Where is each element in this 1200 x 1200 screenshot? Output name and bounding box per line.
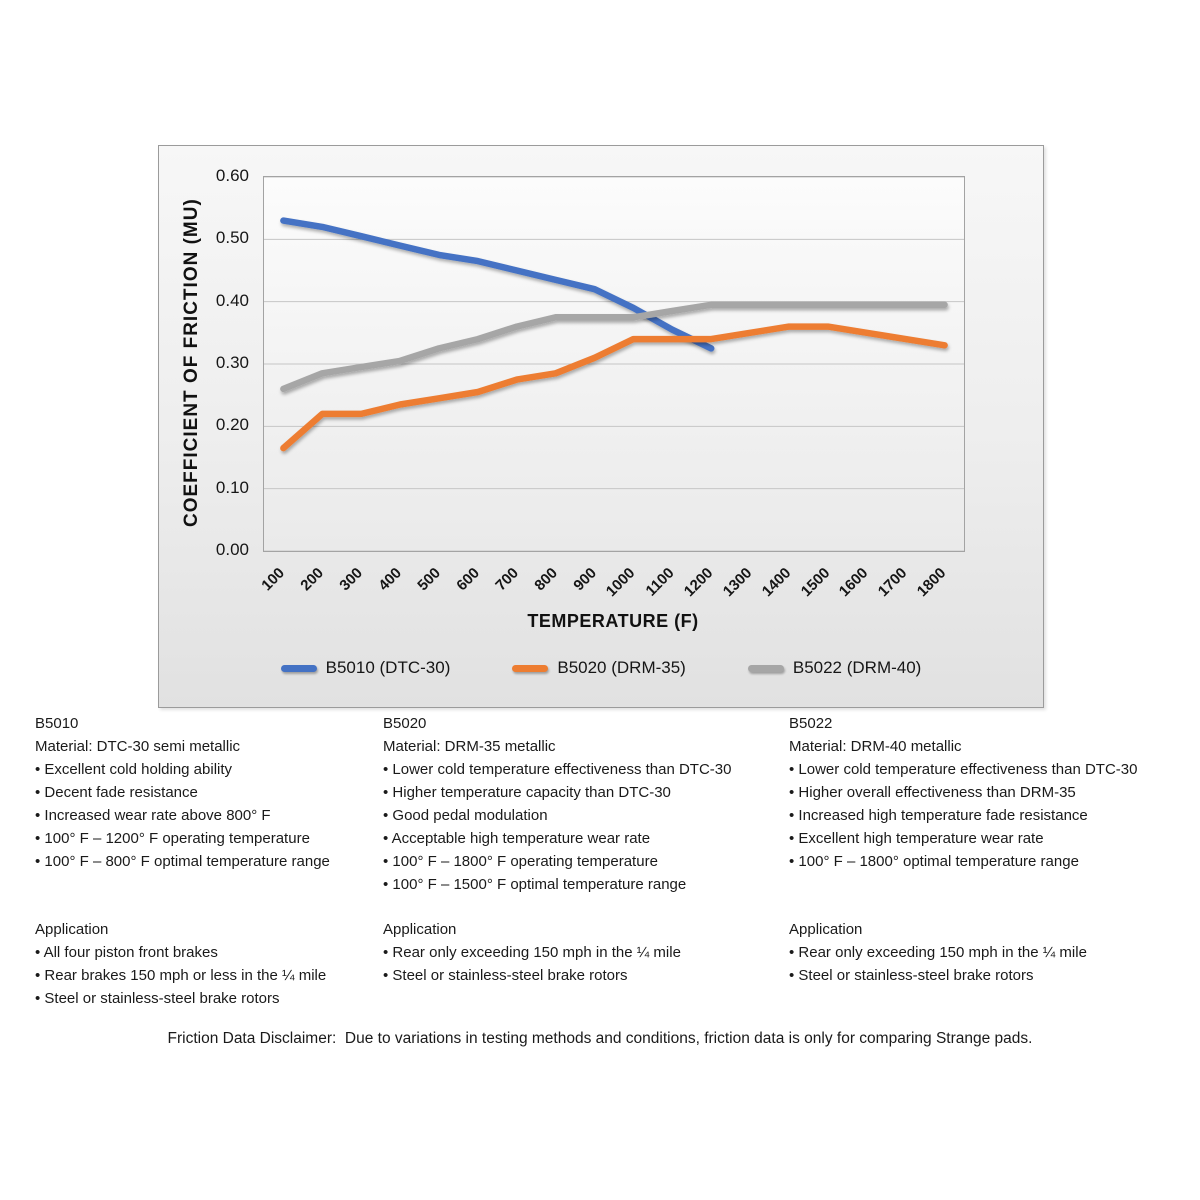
- spec-bullet: • Lower cold temperature effectiveness than DTC-30: [789, 761, 1138, 778]
- friction-data-disclaimer: Friction Data Disclaimer: Due to variations in testing methods and conditions, friction data is only for comparing Strange pads.: [167, 1030, 1033, 1047]
- y-tick-label: 0.20: [215, 415, 249, 435]
- x-tick-label: 100: [258, 564, 289, 595]
- series-line-1: [283, 327, 944, 449]
- model-name: B5022: [789, 715, 833, 732]
- legend-item-b5010: [281, 658, 451, 678]
- legend-swatch-b5020: [512, 665, 548, 672]
- y-tick-label: 0.50: [215, 228, 249, 248]
- y-tick-label: 0.60: [215, 166, 249, 185]
- chart-legend: [159, 658, 1043, 678]
- material-line: Material: DRM-40 metallic: [789, 738, 962, 755]
- x-axis-title: TEMPERATURE (F): [527, 611, 699, 631]
- y-tick-label: 0.30: [215, 353, 249, 372]
- spec-column-b5020: [383, 712, 783, 987]
- friction-chart-panel: [158, 145, 1044, 708]
- x-tick-label: 1600: [836, 564, 872, 601]
- legend-item-b5022: [748, 658, 922, 678]
- application-bullet: • Rear brakes 150 mph or less in the ¼ mile: [35, 967, 327, 984]
- y-axis-ticks: [159, 166, 249, 559]
- x-tick-label: 1700: [875, 564, 911, 601]
- spec-bullet: • 100° F – 1200° F operating temperature: [35, 830, 310, 847]
- application-block: [789, 918, 1189, 987]
- x-tick-label: 1400: [758, 564, 795, 601]
- x-tick-label: 900: [569, 564, 600, 595]
- x-axis-ticks: [258, 550, 963, 614]
- x-tick-label: 1200: [680, 564, 717, 601]
- x-tick-label: 1800: [913, 564, 950, 601]
- y-tick-label: 0.40: [215, 290, 249, 310]
- spec-bullet: • Increased wear rate above 800° F: [35, 807, 271, 824]
- material-line: Material: DTC-30 semi metallic: [35, 738, 241, 755]
- spec-bullet: • Excellent cold holding ability: [35, 761, 233, 778]
- application-bullet: • Steel or stainless-steel brake rotors: [383, 967, 628, 984]
- spec-column-b5022: [789, 712, 1189, 987]
- legend-label-b5022: B5022 (DRM-40): [792, 658, 922, 677]
- spec-bullet: • Higher temperature capacity than DTC-30: [383, 784, 671, 801]
- material-line: Material: DRM-35 metallic: [383, 738, 556, 755]
- spec-bullet: • Excellent high temperature wear rate: [789, 830, 1044, 847]
- x-tick-label: 700: [492, 564, 522, 595]
- spec-bullet: • Lower cold temperature effectiveness than DTC-30: [383, 761, 732, 778]
- application-title: Application: [789, 921, 863, 938]
- x-tick-label: 1500: [797, 564, 833, 601]
- x-tick-label: 1300: [719, 564, 756, 601]
- chart-canvas: [264, 177, 964, 551]
- application-title: Application: [35, 921, 109, 938]
- spec-bullet: • Decent fade resistance: [35, 784, 198, 801]
- application-bullet: • Rear only exceeding 150 mph in the ¼ mile: [383, 944, 681, 961]
- legend-label-b5020: B5020 (DRM-35): [557, 658, 686, 677]
- application-title: Application: [383, 921, 457, 938]
- legend-label-b5010: B5010 (DTC-30): [325, 658, 451, 677]
- spec-bullet: • Good pedal modulation: [383, 807, 548, 824]
- spec-bullet: • Higher overall effectiveness than DRM-35: [789, 784, 1076, 801]
- x-tick-label: 1100: [642, 564, 678, 600]
- x-tick-label: 200: [297, 564, 328, 595]
- y-axis-title: COEFFICIENT OF FRICTION (MU): [181, 198, 202, 528]
- model-name: B5010: [35, 715, 79, 732]
- application-block: [35, 918, 380, 1010]
- x-tick-label: 400: [375, 564, 406, 595]
- x-tick-label: 1000: [602, 564, 639, 601]
- spec-bullet: • 100° F – 1800° optimal temperature range: [789, 853, 1079, 870]
- application-bullet: • All four piston front brakes: [35, 944, 218, 961]
- application-block: [383, 918, 783, 987]
- legend-swatch-b5022: [748, 665, 784, 672]
- legend-swatch-b5010: [281, 665, 317, 672]
- spec-bullet: • 100° F – 1500° F optimal temperature range: [383, 876, 687, 893]
- spec-bullet: • Acceptable high temperature wear rate: [383, 830, 651, 847]
- application-bullet: • Steel or stainless-steel brake rotors: [789, 967, 1034, 984]
- spec-bullet: • 100° F – 1800° F operating temperature: [383, 853, 658, 870]
- y-tick-label: 0.00: [215, 540, 249, 559]
- x-tick-label: 300: [336, 564, 367, 595]
- model-name: B5020: [383, 715, 427, 732]
- x-tick-label: 600: [453, 564, 483, 595]
- legend-item-b5020: [512, 658, 686, 678]
- x-tick-label: 800: [530, 564, 561, 595]
- spec-bullet: • 100° F – 800° F optimal temperature range: [35, 853, 330, 870]
- x-tick-label: 500: [414, 564, 445, 595]
- application-bullet: • Rear only exceeding 150 mph in the ¼ mile: [789, 944, 1087, 961]
- application-bullet: • Steel or stainless-steel brake rotors: [35, 990, 280, 1007]
- plot-area: [263, 176, 965, 552]
- spec-bullet: • Increased high temperature fade resistance: [789, 807, 1088, 824]
- spec-column-b5010: [35, 712, 380, 1010]
- y-tick-label: 0.10: [215, 477, 249, 497]
